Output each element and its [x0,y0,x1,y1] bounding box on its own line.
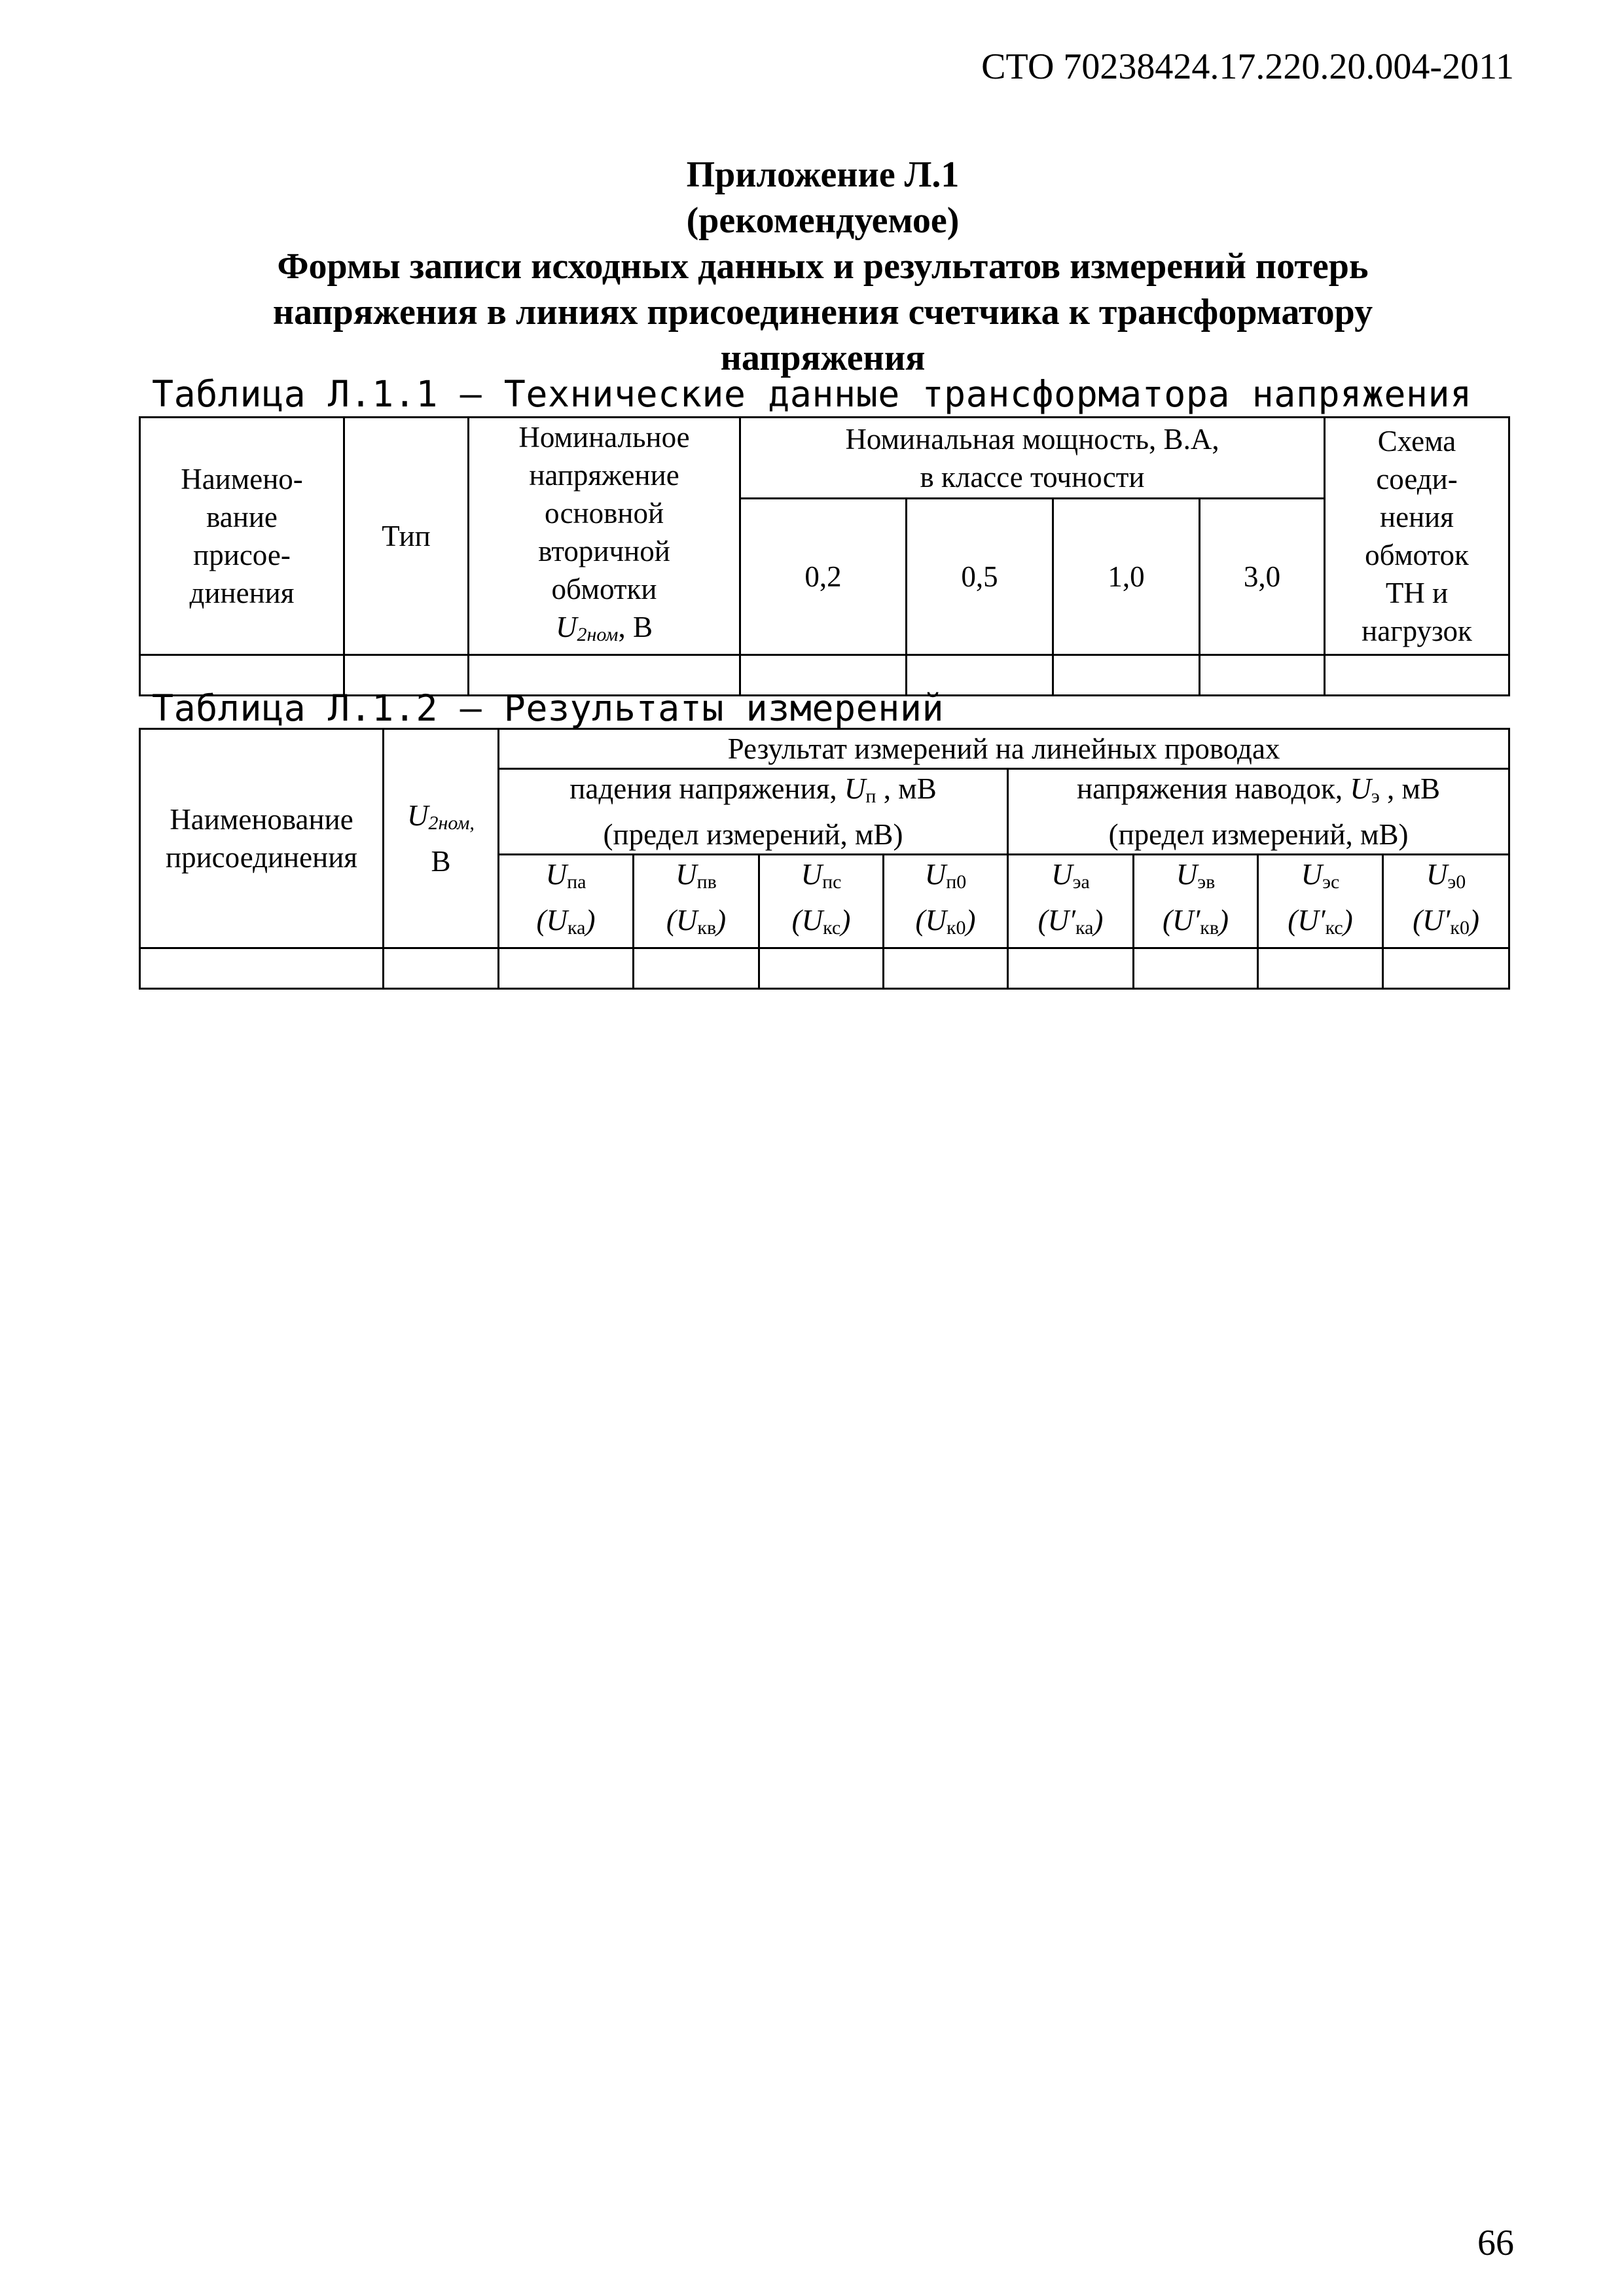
t1-header-type: Тип [344,418,469,655]
t2-header-name: Наименование присоединения [140,729,384,948]
t2-cell [499,948,634,989]
t2-header-u2nom: U2ном, В [384,729,499,948]
appendix-heading-line-2: напряжения в линиях присоединения счетчика к трансформатору [272,292,1373,332]
appendix-status: (рекомендуемое) [686,200,960,241]
appendix-heading-line-1: Формы записи исходных данных и результатов измерений потерь [277,246,1369,287]
t1-class-3-0: 3,0 [1200,499,1325,655]
t2-measure-col-header: $U_{эс}$ $(U'_{кс})$ [1258,855,1383,948]
appendix-number: Приложение Л.1 [686,154,960,195]
t1-cell [1325,655,1509,696]
t1-cell [1053,655,1200,696]
t2-measure-col-header: $U_{пв}$ $(U_{кв})$ [634,855,759,948]
t1-header-scheme: Схема соеди- нения обмоток ТН и нагрузок [1325,418,1509,655]
t2-cell [1383,948,1509,989]
t2-cell [634,948,759,989]
t2-measure-col-header: $U_{эв}$ $(U'_{кв})$ [1134,855,1258,948]
document-code: СТО 70238424.17.220.20.004-2011 [981,46,1514,87]
t2-measure-col-header: $U_{пс}$ $(U_{кс})$ [759,855,884,948]
t2-empty-row [140,948,1509,989]
table1-transformer-data [139,416,1510,696]
t2-header-group: Результат измерений на линейных проводах [499,729,1509,769]
t2-measure-col-header: $U_{э0}$ $(U'_{к0})$ [1383,855,1509,948]
table1-caption: Таблица Л.1.1 – Технические данные трансформатора напряжения [152,373,1472,415]
t2-cell [384,948,499,989]
t2-cell [884,948,1008,989]
t2-measure-col-header: $U_{эа}$ $(U'_{ка})$ [1008,855,1134,948]
t2-header-voltage-drop: падения напряжения, $U_п$ , мВ (предел измерений, мВ) [499,769,1008,855]
t2-header-induced-voltage: напряжения наводок, $U_э$ , мВ (предел измерений, мВ) [1008,769,1509,855]
t2-measure-col-header: $U_{п0}$ $(U_{к0})$ [884,855,1008,948]
t1-cell [1200,655,1325,696]
t1-header-power: Номинальная мощность, В.А, в классе точности [740,418,1325,499]
appendix-title [137,152,1508,381]
t2-cell [1134,948,1258,989]
t2-cell [1008,948,1134,989]
t1-header-name: Наимено- вание присое- динения [140,418,344,655]
t2-cell [759,948,884,989]
appendix-heading-line-3: напряжения [720,338,926,378]
t1-class-0-2: 0,2 [740,499,907,655]
t2-cell [1258,948,1383,989]
table2-measurement-results [139,728,1510,990]
t1-class-0-5: 0,5 [907,499,1053,655]
table2-caption: Таблица Л.1.2 – Результаты измерений [152,687,945,729]
page-number: 66 [1477,2223,1514,2263]
t2-measure-col-header: $U_{па}$ $(U_{ка})$ [499,855,634,948]
t1-class-1-0: 1,0 [1053,499,1200,655]
t1-header-voltage: Номинальное напряжение основной вторичной обмотки U2ном, В [469,418,740,655]
t2-cell [140,948,384,989]
